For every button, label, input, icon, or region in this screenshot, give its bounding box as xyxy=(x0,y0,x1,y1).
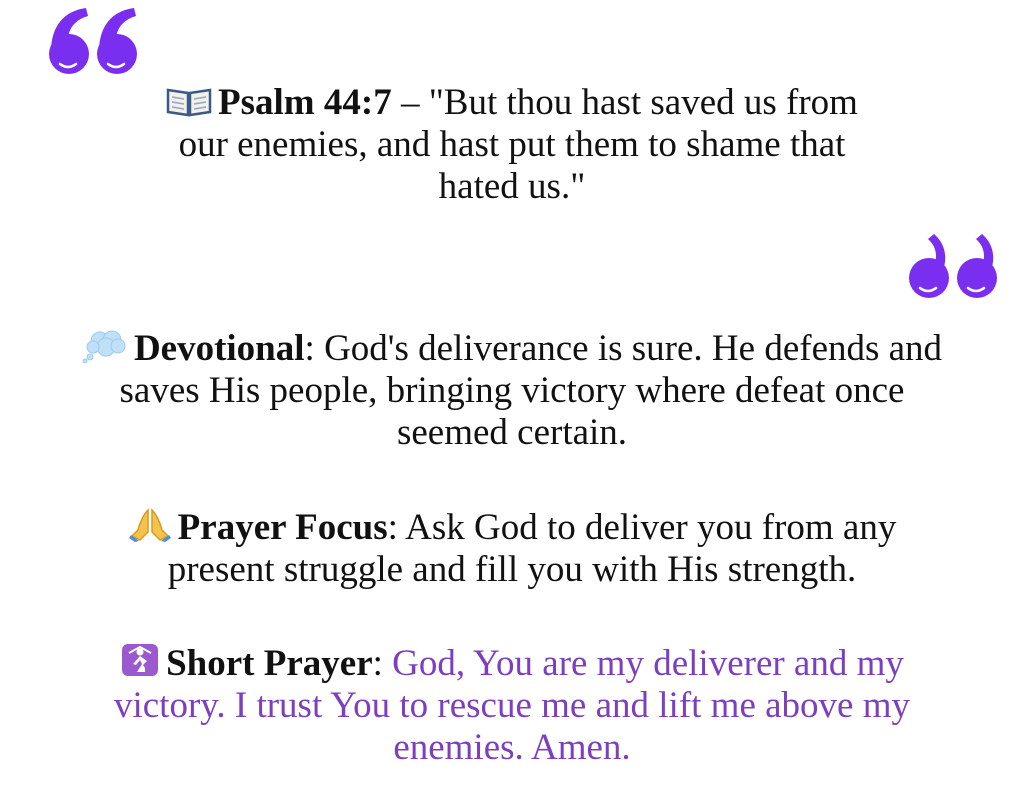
prayer-focus-label: Prayer Focus xyxy=(177,507,388,548)
devotional-label: Devotional xyxy=(133,328,305,369)
devotional-block xyxy=(10,328,1014,454)
short-prayer-line-1 xyxy=(10,642,1014,685)
close-quote-icon xyxy=(906,230,1004,302)
verse-line-1 xyxy=(10,82,1014,124)
open-quote-icon xyxy=(46,6,144,78)
verse-text-line-3: hated us." xyxy=(438,166,586,207)
prayer-focus-block xyxy=(10,506,1014,591)
short-prayer-text-line-3: enemies. Amen. xyxy=(393,727,631,768)
short-prayer-block xyxy=(10,642,1014,769)
thought-bubble-icon xyxy=(82,329,128,363)
prayer-focus-text-line-2: present struggle and fill you with His strength. xyxy=(167,549,857,590)
place-of-worship-icon xyxy=(120,642,160,678)
devotional-colon: : xyxy=(304,328,325,369)
devotional-text-line-2: saves His people, bringing victory where defeat once xyxy=(119,370,905,411)
prayer-focus-text-line-1: Ask God to deliver you from any xyxy=(405,507,897,548)
prayer-focus-colon: : xyxy=(387,507,406,548)
short-prayer-colon: : xyxy=(372,643,393,684)
verse-text-line-2: our enemies, and hast put them to shame that xyxy=(178,124,846,165)
prayer-focus-line-1 xyxy=(10,506,1014,549)
praying-hands-icon xyxy=(128,506,172,542)
devotional-line-1 xyxy=(10,328,1014,370)
short-prayer-label: Short Prayer xyxy=(166,643,373,684)
short-prayer-text-line-2: victory. I trust You to rescue me and lift me above my xyxy=(113,685,911,726)
open-book-icon xyxy=(166,85,212,117)
verse-block xyxy=(10,82,1014,208)
verse-text-line-1: "But thou hast saved us from xyxy=(428,82,858,123)
devotional-text-line-3: seemed certain. xyxy=(396,412,628,453)
short-prayer-text-line-1: God, You are my deliverer and my xyxy=(392,643,904,684)
verse-separator: – xyxy=(391,82,429,123)
verse-reference: Psalm 44:7 xyxy=(218,82,392,123)
devotional-text-line-1: God's deliverance is sure. He defends and xyxy=(324,328,943,369)
